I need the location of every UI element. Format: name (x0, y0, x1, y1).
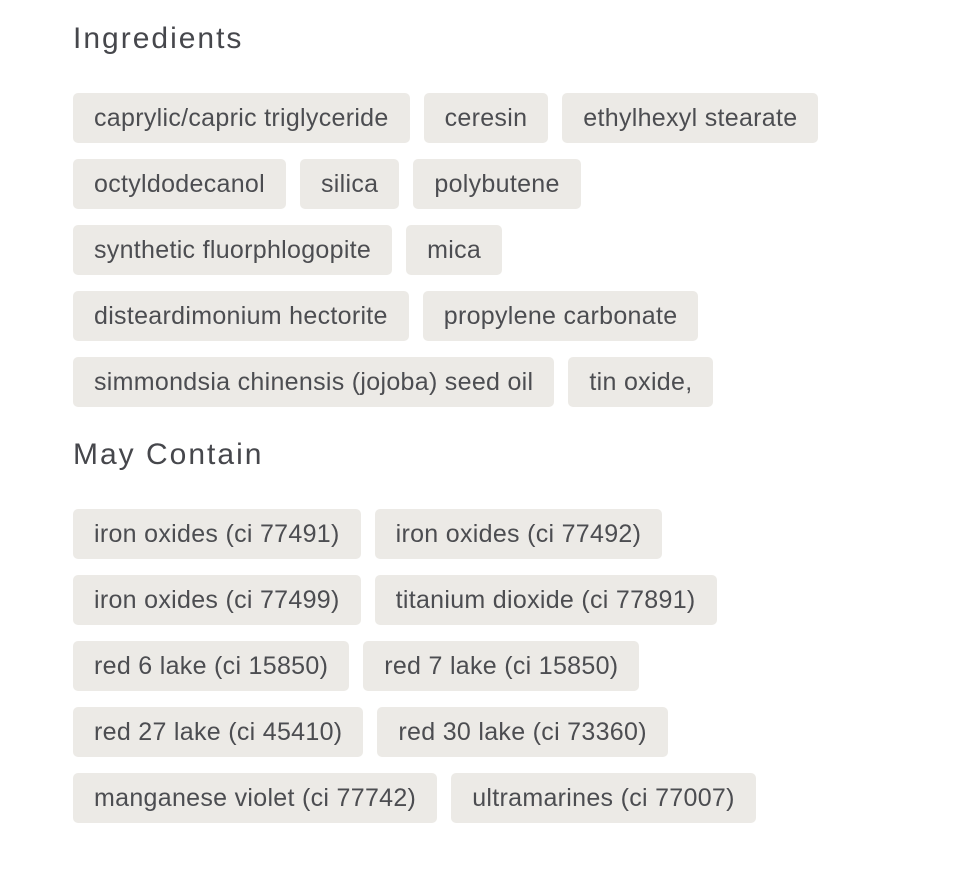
ingredients-heading: Ingredients (73, 22, 244, 55)
ingredient-chip[interactable]: propylene carbonate (423, 291, 699, 341)
ingredient-chip[interactable]: silica (300, 159, 399, 209)
ingredient-chip[interactable]: simmondsia chinensis (jojoba) seed oil (73, 357, 554, 407)
ingredient-chip[interactable]: iron oxides (ci 77499) (73, 575, 361, 625)
ingredient-chip[interactable]: disteardimonium hectorite (73, 291, 409, 341)
ingredient-chip[interactable]: red 27 lake (ci 45410) (73, 707, 363, 757)
chip-row (73, 509, 888, 559)
chip-row (73, 707, 888, 757)
chip-row (73, 159, 888, 209)
ingredient-chip[interactable]: manganese violet (ci 77742) (73, 773, 437, 823)
ingredient-chip[interactable]: mica (406, 225, 502, 275)
ingredient-chip[interactable]: ceresin (424, 93, 549, 143)
chip-row (73, 357, 888, 407)
section-may-contain (73, 438, 888, 823)
chip-row (73, 641, 888, 691)
ingredient-chip[interactable]: ultramarines (ci 77007) (451, 773, 756, 823)
ingredient-chip[interactable]: synthetic fluorphlogopite (73, 225, 392, 275)
ingredient-chip[interactable]: ethylhexyl stearate (562, 93, 818, 143)
section-ingredients (73, 22, 888, 407)
ingredient-chip[interactable]: polybutene (413, 159, 580, 209)
ingredient-chip[interactable]: tin oxide, (568, 357, 713, 407)
ingredient-chip[interactable]: red 30 lake (ci 73360) (377, 707, 667, 757)
chip-row (73, 291, 888, 341)
ingredient-chip[interactable]: titanium dioxide (ci 77891) (375, 575, 717, 625)
ingredient-chip[interactable]: octyldodecanol (73, 159, 286, 209)
ingredient-chip[interactable]: red 6 lake (ci 15850) (73, 641, 349, 691)
ingredient-chip[interactable]: iron oxides (ci 77492) (375, 509, 663, 559)
ingredient-chip[interactable]: iron oxides (ci 77491) (73, 509, 361, 559)
chip-row (73, 575, 888, 625)
chip-row (73, 93, 888, 143)
ingredient-chip[interactable]: caprylic/capric triglyceride (73, 93, 410, 143)
chip-row (73, 773, 888, 823)
chip-row (73, 225, 888, 275)
may-contain-heading: May Contain (73, 438, 264, 471)
ingredient-chip[interactable]: red 7 lake (ci 15850) (363, 641, 639, 691)
